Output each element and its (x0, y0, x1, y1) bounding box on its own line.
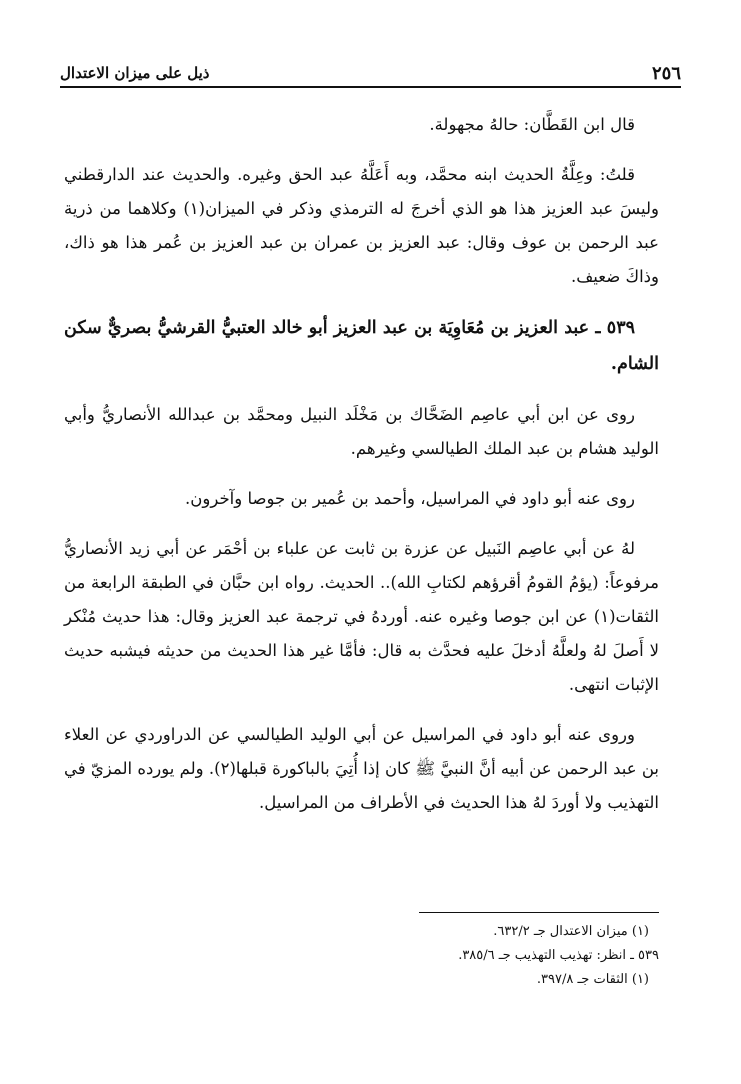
paragraph-narrated-from: روى عن ابن أبي عاصِم الضَحَّاك بن مَخْلَد النبيل ومحمَّد بن عبدالله الأنصاريُّ وأبي الوليد هشام بن عبد الملك الطيالسي وغيرهم. (64, 405, 659, 458)
footnote-item: (١) الثقات جـ ٣٩٧/٨. (536, 972, 649, 987)
paragraph-qattan: قال ابن القَطَّان: حالهُ مجهولة. (429, 115, 635, 134)
paragraph-narrated-by: روى عنه أبو داود في المراسيل، وأحمد بن عُمير بن جوصا وآخرون. (185, 489, 635, 508)
paragraph-marasil: وروى عنه أبو داود في المراسيل عن أبي الوليد الطيالسي عن الدراوردي عن العلاء بن عبد الرحمن عن أبيه أنَّ النبيَّ ﷺ كان إذا أُتِيَ بالباكورة قبلها(٢). ولم يورده المزيّ في التهذيب ولا أوردَ لهُ هذا الحديث في الأطراف من المراسيل. (64, 725, 659, 812)
running-title: ذيل على ميزان الاعتدال (60, 64, 210, 82)
footnote-item: (١) ميزان الاعتدال جـ ٦٣٢/٢. (493, 924, 649, 939)
page-body (64, 108, 659, 820)
footnotes (260, 920, 659, 992)
footnote-divider (419, 912, 659, 913)
entry-heading-539: ٥٣٩ ـ عبد العزيز بن مُعَاوِيَة بن عبد العزيز أبو خالد العتبيُّ القرشيُّ بصريٌّ سكن الشام. (64, 318, 659, 374)
paragraph-comment: قلتُ: وعِلَّةُ الحديث ابنه محمَّد، وبه أَعَلَّهُ عبد الحق وغيره. والحديث عند الدارقطني وليسَ عبد العزيز هذا هو الذي أخرجَ له الترمذي وذكر في الميزان(١) وكلاهما من ذرية عبد الرحمن بن عوف وقال: عبد العزيز بن عمران بن عبد العزيز بن عُمر هذا هو ذاك، وذاكَ ضعيف. (64, 165, 659, 286)
page-number: ٢٥٦ (651, 63, 681, 84)
footnote-item: ٥٣٩ ـ انظر: تهذيب التهذيب جـ ٣٨٥/٦. (458, 948, 659, 963)
paragraph-hadith: لهُ عن أبي عاصِم النَبيل عن عزرة بن ثابت عن علباء بن أحْمَر عن أبي زيد الأنصاريُّ مرفوعاً: (يؤمُ القومُ أقرؤهم لكتابِ الله).. الحديث. رواه ابن حبَّان في الطبقة الرابعة من الثقات(١) عن ابن جوصا وغيره عنه. أوردهُ في ترجمة عبد العزيز وقال: هذا حديث مُنْكر لا أَصلَ لهُ ولعلَّهُ أدخلَ عليه فحدَّث به قال: فأمَّا غير هذا الحديث من حديثه فيشبه حديث الإثبات انتهى. (64, 539, 659, 694)
page-header (60, 52, 681, 88)
